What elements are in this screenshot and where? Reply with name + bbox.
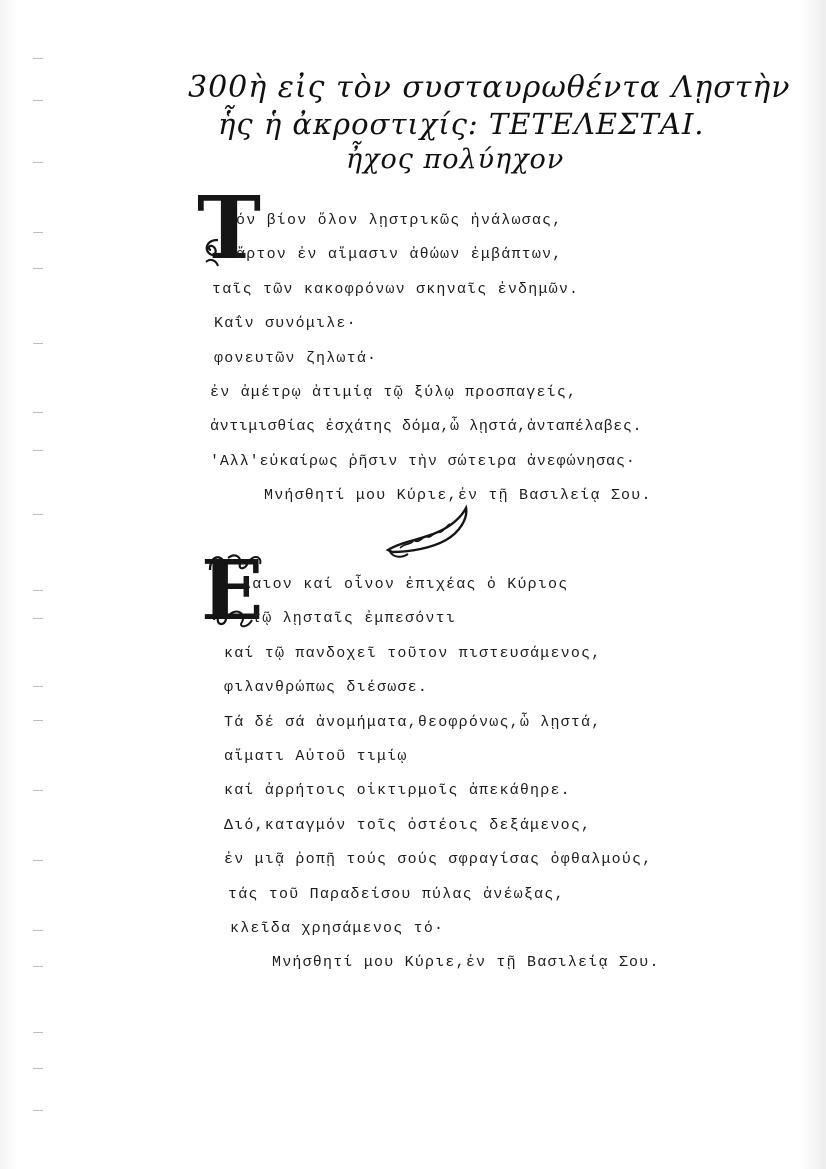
stanza-1 bbox=[210, 204, 814, 514]
stanza-1-line: Καΐν συνόμιλε· bbox=[214, 315, 357, 333]
stanza-1-line: ἄρτον ἐν αἵμασιν ἀθώων ἐμβάπτων, bbox=[236, 246, 563, 264]
stanza-2-line: καί τῷ πανδοχεῖ τοῦτον πιστευσάμενος, bbox=[224, 644, 602, 662]
drop-capital-tau: Τ bbox=[197, 178, 261, 279]
stanza-1-line: ἐν ἀμέτρῳ ἀτιμίᾳ τῷ ξύλῳ προσπαγείς, bbox=[210, 383, 578, 401]
stanza-2-line: κλεῖδα χρησάμενος τό· bbox=[230, 919, 445, 937]
stanza-1-line: φονευτῶν ζηλωτά· bbox=[214, 349, 378, 367]
title-line-2: ἧς ἡ ἀκροστιχίς: ΤΕΤΕΛΕΣΤΑΙ. bbox=[218, 107, 705, 141]
stanza-2-line: τάς τοῦ Παραδείσου πύλας ἀνέωξας, bbox=[228, 885, 565, 903]
stanza-2-refrain: Μνήσθητί μου Κύριε,ἐν τῇ Βασιλείᾳ Σου. bbox=[272, 954, 660, 972]
drop-capital-epsilon: Ε bbox=[201, 543, 264, 639]
stanza-1-line: 'Αλλ'εὐκαίρως ῥῆσιν τὴν σώτειρα ἀνεφώνησας· bbox=[210, 452, 636, 470]
stanza-2-line: αἵματι Αὐτοῦ τιμίῳ bbox=[224, 747, 408, 765]
handwritten-title bbox=[188, 70, 791, 178]
stanza-2-line: Διό,καταγμόν τοῖς ὀστέοις δεξάμενος, bbox=[224, 816, 592, 834]
stanza-1-line: ταῖς τῶν κακοφρόνων σκηναῖς ἐνδημῶν. bbox=[212, 280, 580, 298]
title-line-3: ἦχος πολύηχον bbox=[346, 144, 565, 175]
stanza-2-line: λαιον καί οἶνον ἐπιχέας ὁ Κύριος bbox=[242, 576, 569, 593]
quill-flourish-icon bbox=[380, 502, 480, 562]
title-line-1: 300ὴ εἰς τὸν συσταυρωθέντα Λῃστὴν bbox=[188, 70, 791, 105]
stanza-1-line: ἀντιμισθίας ἐσχάτης δόμα,ὦ λῃστά,ἀνταπέλαβες. bbox=[210, 418, 643, 436]
stanza-2-line: καί ἀρρήτοις οἰκτιρμοῖς ἀπεκάθηρε. bbox=[224, 782, 571, 800]
stanza-1-line: όν βίον ὅλον λῃστρικῶς ἠνάλωσας, bbox=[236, 212, 563, 229]
stanza-2-line: φιλανθρώπως διέσωσε. bbox=[224, 679, 429, 697]
stanza-2-line: τῷ λῃσταῖς ἐμπεσόντι bbox=[252, 610, 457, 628]
stanza-2-line: ἐν μιᾷ ῥοπῇ τούς σούς σφραγίσας ὀφθαλμούς, bbox=[224, 851, 653, 869]
stanza-2-line: Τά δέ σά ἀνομήματα,θεοφρόνως,ὦ λῃστά, bbox=[224, 713, 602, 731]
stanza-1-refrain: Μνήσθητί μου Κύριε,ἐν τῇ Βασιλείᾳ Σου. bbox=[264, 487, 652, 505]
stanza-2 bbox=[214, 568, 814, 981]
binder-margin-marks bbox=[0, 0, 70, 1169]
